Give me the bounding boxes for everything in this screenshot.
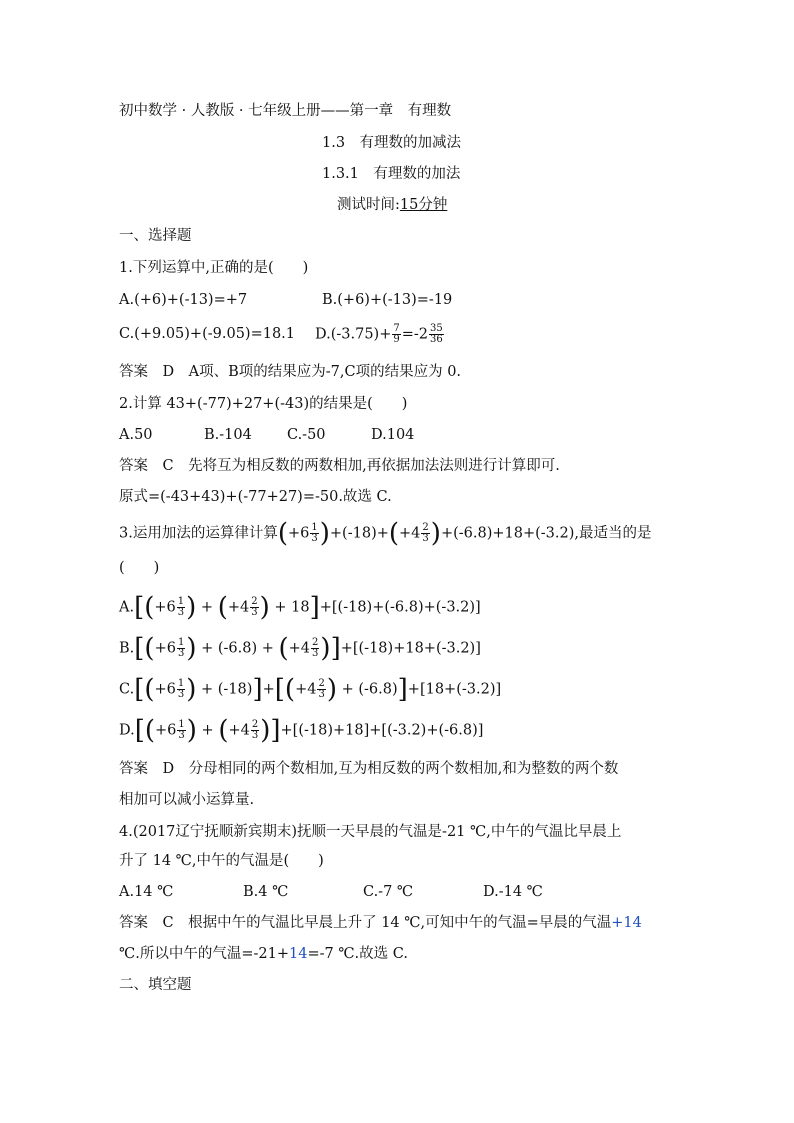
subsection-title: 1.3.1 有理数的加法: [322, 166, 461, 182]
bracket-open: [: [274, 674, 285, 705]
paren-close: ): [259, 592, 270, 623]
test-time-label: 测试时间:: [337, 197, 400, 213]
q1-stem: 1.下列运算中,正确的是( ): [119, 260, 309, 276]
bracket-open: [: [134, 592, 145, 623]
q1-option-b: B.(+6)+(-13)=-19: [322, 292, 453, 308]
q3-fraction-1-3: $\frac{1}{3}$: [311, 522, 318, 544]
q2-answer-2: 原式=(-43+43)+(-77+27)=-50.故选 C.: [119, 489, 392, 505]
bracket-close: ]: [252, 674, 263, 705]
bracket-open: [: [134, 633, 145, 664]
paren-open: (: [144, 592, 155, 623]
q4-answer: 答案 C 根据中午的气温比早晨上升了 14 ℃,可知中午的气温=早晨的气温+14: [119, 915, 642, 931]
paren-open: (: [217, 592, 228, 623]
q1-option-d-mid: =-2: [401, 326, 429, 343]
q4-option-d: D.-14 ℃: [483, 884, 543, 900]
q3-option-d: D.[(+6 $\frac{1}{3}$ ) + (+4 $\frac{2}{3}$ )]+[(-18)+18]+[(-3.2)+(-6.8)]: [119, 715, 484, 746]
q4-option-c: C.-7 ℃: [363, 884, 414, 900]
test-time: [337, 195, 447, 215]
paren-open: (: [278, 633, 289, 664]
q3-option-a: A.[(+6 $\frac{1}{3}$ ) + (+4 $\frac{2}{3}$ ) + 18]+[(-18)+(-6.8)+(-3.2)]: [119, 592, 481, 623]
paren-close: ): [320, 633, 331, 664]
paren-open: (: [388, 518, 400, 549]
q2-stem: 2.计算 43+(-77)+27+(-43)的结果是( ): [119, 396, 408, 412]
bracket-close: ]: [270, 715, 281, 746]
course-title: 初中数学 · 人教版 · 七年级上册——第一章 有理数: [119, 103, 452, 119]
paren-close: ): [186, 715, 197, 746]
q3-answer-2: 相加可以减小运算量.: [119, 792, 255, 808]
paren-close: ): [186, 633, 197, 664]
paren-close: ): [319, 518, 330, 549]
paren-open: (: [144, 715, 156, 746]
q2-answer: 答案 C 先将互为相反数的两数相加,再依据加法法则进行计算即可.: [119, 458, 560, 474]
bracket-open: [: [134, 674, 145, 705]
q3-blank: ( ): [119, 560, 160, 576]
q3-option-b: B.[(+6 $\frac{1}{3}$ ) + (-6.8) + (+4 $\frac{2}{3}$ )]+[(-18)+18+(-3.2)]: [119, 633, 481, 664]
q3-stem-mid1: +(-18)+: [329, 525, 389, 542]
q3-stem-pre: 3.运用加法的运算律计算: [119, 525, 278, 542]
q3-option-c: C.[(+6 $\frac{1}{3}$ ) + (-18)]+[(+4 $\frac{2}{3}$ ) + (-6.8)]+[18+(-3.2)]: [119, 674, 502, 705]
q2-option-c: C.-50: [287, 427, 326, 443]
paren-close: ): [186, 592, 197, 623]
paren-close: ): [186, 674, 197, 705]
q3-fraction-2-3: $\frac{2}{3}$: [422, 522, 429, 544]
paren-open: (: [144, 674, 155, 705]
paren-close: ): [260, 715, 271, 746]
paren-open: (: [284, 674, 296, 705]
q2-option-d: D.104: [371, 427, 415, 443]
q1-option-a: A.(+6)+(-13)=+7: [119, 292, 248, 308]
q4-option-a: A.14 ℃: [119, 884, 174, 900]
q1-option-c: C.(+9.05)+(-9.05)=18.1: [119, 326, 296, 342]
q1-answer: 答案 D A项、B项的结果应为-7,C项的结果应为 0.: [119, 364, 462, 380]
q4-answer-highlight: +14: [611, 915, 642, 931]
section-title: 1.3 有理数的加减法: [322, 135, 462, 151]
q3-answer: 答案 D 分母相同的两个数相加,互为相反数的两个数相加,和为整数的两个数: [119, 761, 619, 777]
q3-plus6: +6: [288, 525, 310, 542]
part2-title: 二、填空题: [119, 977, 192, 993]
paren-open: (: [144, 633, 155, 664]
q1-option-d: [315, 324, 445, 345]
q3-plus4: +4: [399, 525, 421, 542]
q4-answer-2: ℃.所以中午的气温=-21+14=-7 ℃.故选 C.: [119, 946, 408, 962]
q2-option-a: A.50: [119, 427, 153, 443]
q3-stem-mid2: +(-6.8)+18+(-3.2),最适当的是: [440, 525, 652, 542]
q1-option-d-pre: D.(-3.75)+: [315, 326, 392, 343]
q1-option-d-fraction: $\frac{7}{9}$: [393, 323, 400, 345]
paren-open: (: [218, 715, 229, 746]
bracket-open: [: [134, 715, 145, 746]
q4-option-b: B.4 ℃: [243, 884, 289, 900]
q4-stem-2: 升了 14 ℃,中午的气温是( ): [119, 853, 324, 869]
q4-answer-highlight-2: 14: [288, 946, 308, 962]
bracket-close: ]: [397, 674, 408, 705]
q4-stem: 4.(2017辽宁抚顺新宾期末)抚顺一天早晨的气温是-21 ℃,中午的气温比早晨上: [119, 824, 622, 840]
q2-option-b: B.-104: [204, 427, 252, 443]
part1-title: 一、选择题: [119, 228, 192, 244]
q3-stem: [119, 518, 652, 549]
test-time-value: 15分钟: [399, 197, 448, 213]
bracket-close: ]: [330, 633, 341, 664]
paren-open: (: [277, 518, 288, 549]
bracket-close: ]: [309, 592, 320, 623]
paren-close: ): [430, 518, 441, 549]
q1-option-d-fraction2: $\frac{35}{36}$: [430, 323, 443, 345]
paren-close: ): [326, 674, 337, 705]
